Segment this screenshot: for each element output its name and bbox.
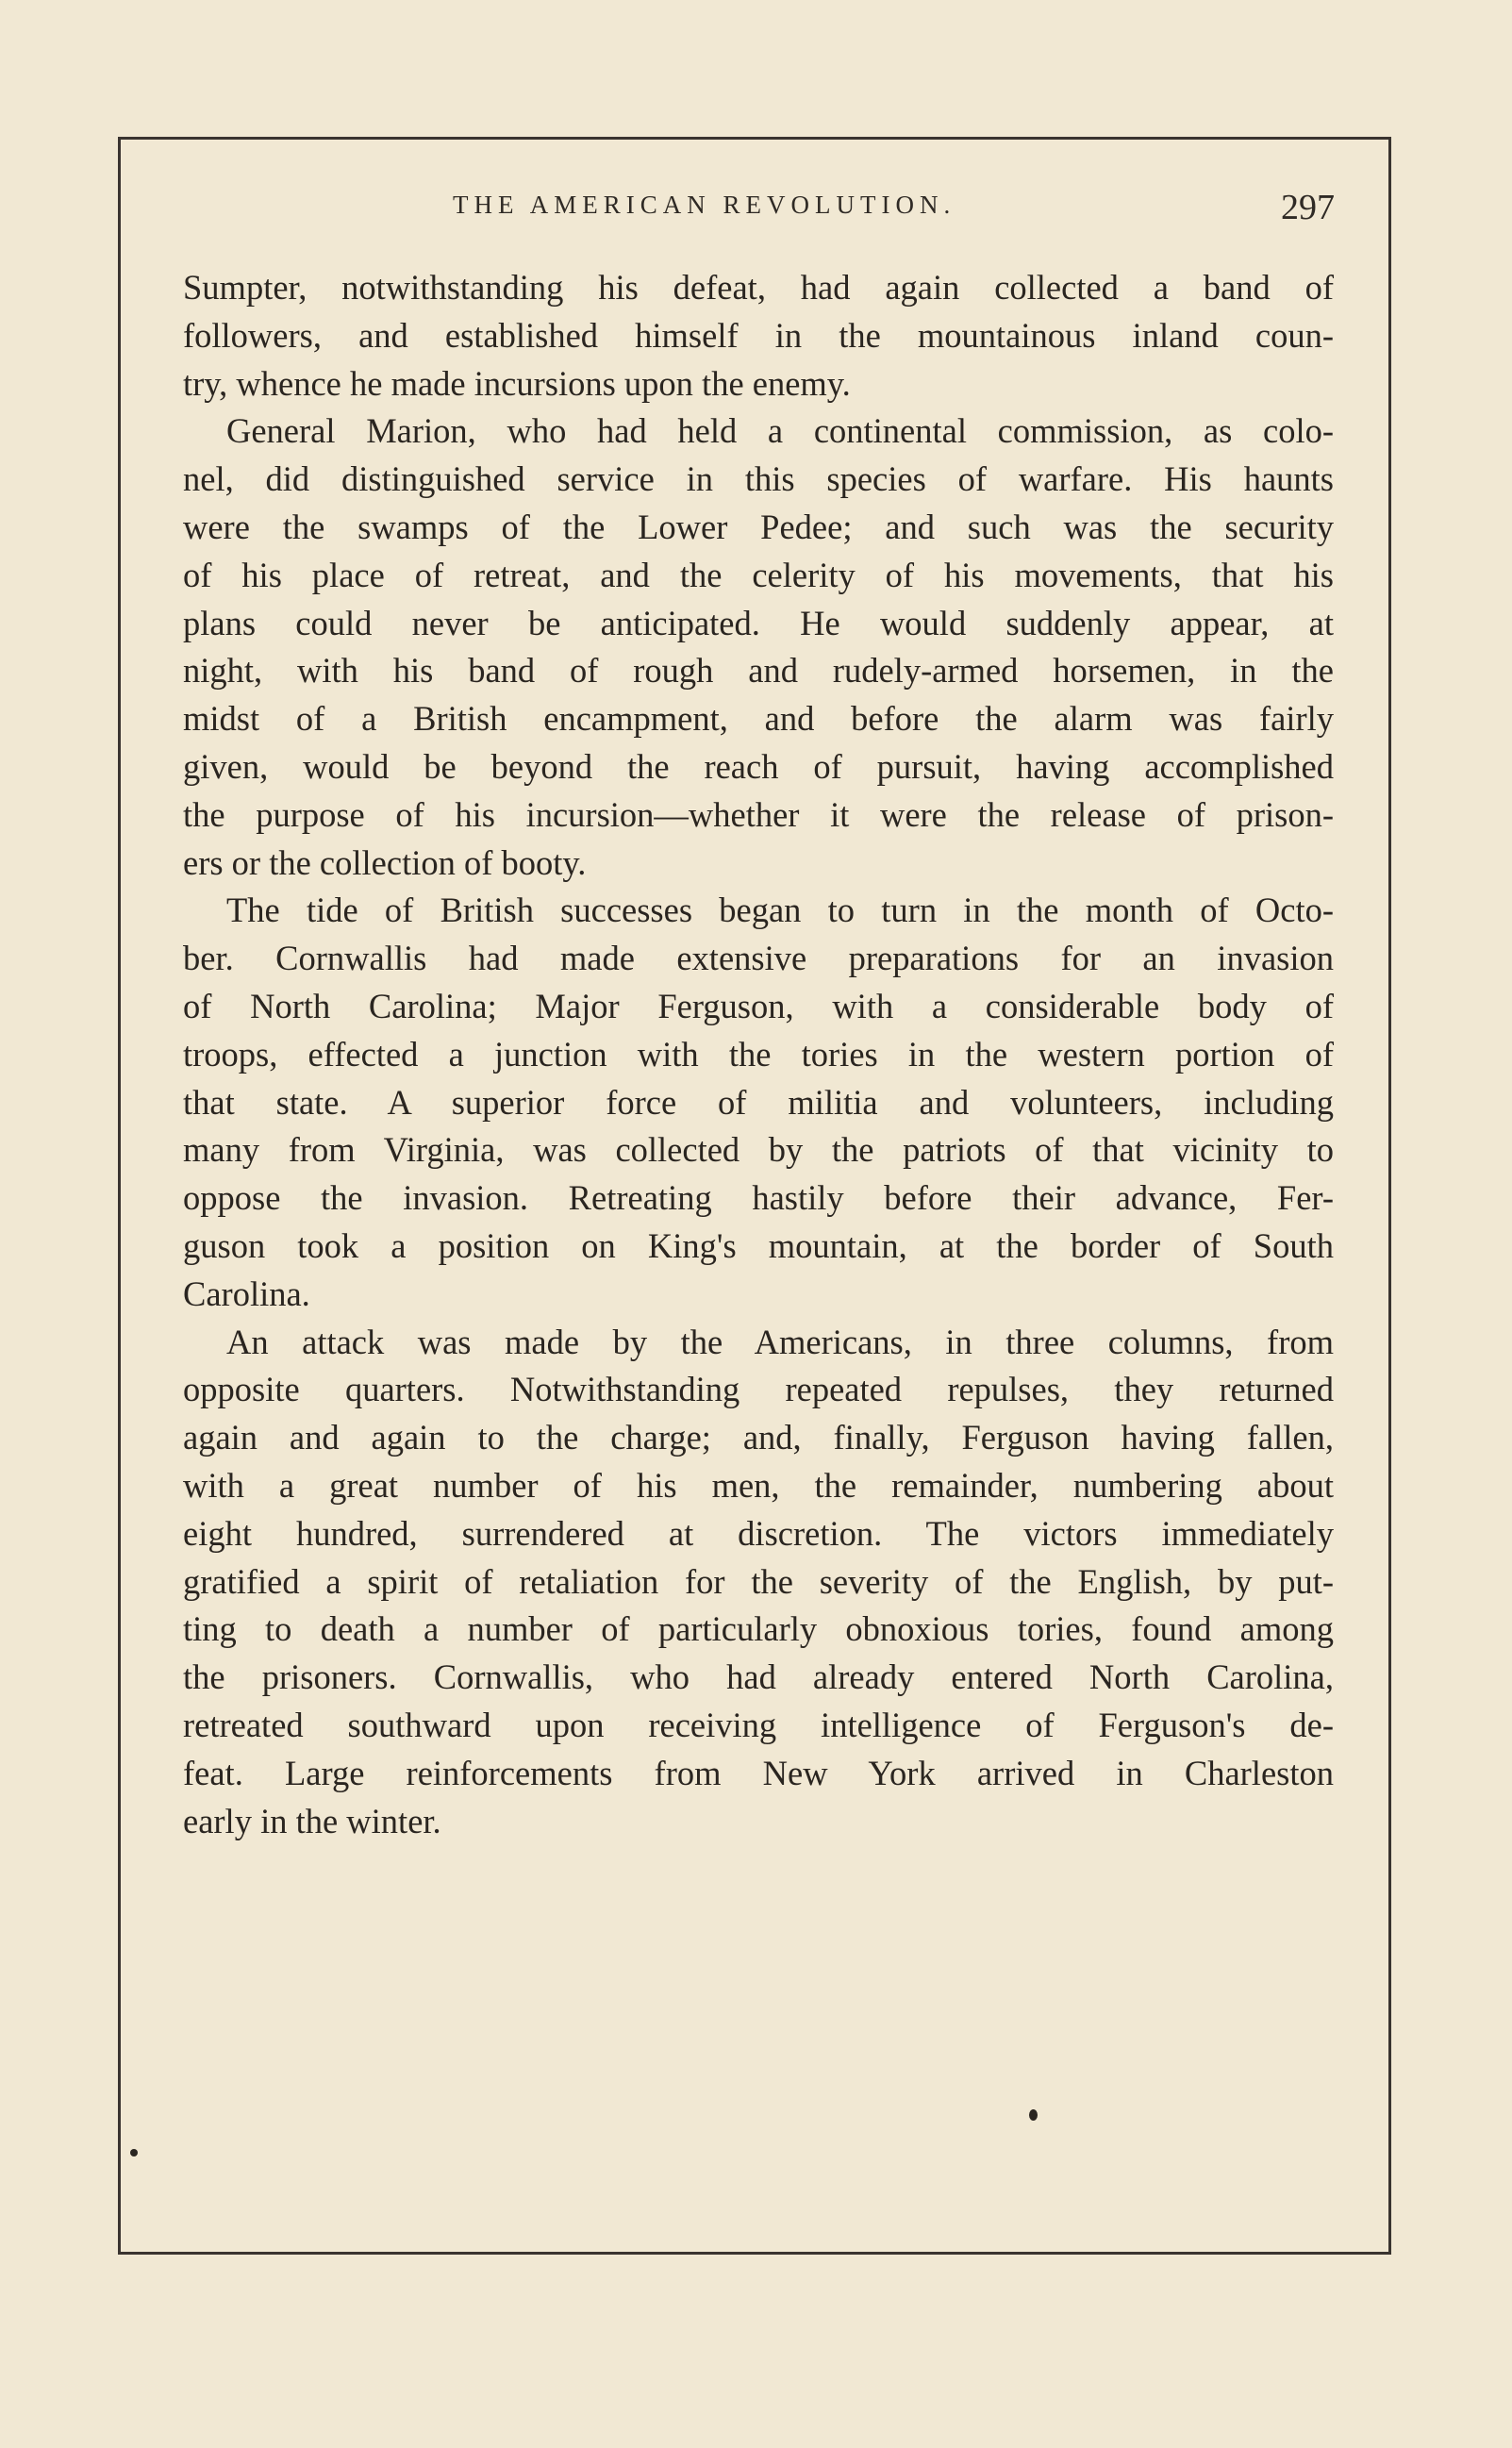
ink-speck [130, 2149, 138, 2157]
text-line: feat. Large reinforcements from New York arrived in Charleston [183, 1753, 1334, 1792]
text-line: early in the winter. [183, 1801, 441, 1840]
text-line: nel, did distinguished service in this species of warfare. His haunts [183, 459, 1334, 499]
text-line: again and again to the charge; and, finally, Ferguson having fallen, [183, 1418, 1334, 1457]
text-line: Sumpter, notwithstanding his defeat, had again collected a band of [183, 268, 1334, 307]
text-line: Carolina. [183, 1274, 310, 1313]
text-line: of North Carolina; Major Ferguson, with a considerable body of [183, 986, 1334, 1025]
page-number: 297 [1281, 188, 1335, 227]
text-line: the purpose of his incursion—whether it were the release of prison- [183, 794, 1334, 834]
text-line: try, whence he made incursions upon the enemy. [183, 363, 851, 403]
text-line: eight hundred, surrendered at discretion. The victors immediately [183, 1513, 1334, 1553]
body-text [183, 264, 1334, 1845]
text-line: the prisoners. Cornwallis, who had already entered North Carolina, [183, 1657, 1334, 1697]
ink-speck [1029, 2109, 1038, 2121]
text-line: ting to death a number of particularly obnoxious tories, found among [183, 1609, 1334, 1649]
paragraph-start-line: The tide of British successes began to turn in the month of Octo- [226, 891, 1334, 930]
text-line: night, with his band of rough and rudely-armed horsemen, in the [183, 651, 1334, 691]
text-line: that state. A superior force of militia and volunteers, including [183, 1082, 1334, 1122]
text-line: of his place of retreat, and the celerity of his movements, that his [183, 555, 1334, 594]
text-line: oppose the invasion. Retreating hastily before their advance, Fer- [183, 1178, 1334, 1218]
text-line: ers or the collection of booty. [183, 842, 587, 882]
text-line: gratified a spirit of retaliation for the severity of the English, by put- [183, 1561, 1334, 1601]
text-line: given, would be beyond the reach of pursuit, having accomplished [183, 746, 1334, 786]
text-line: many from Virginia, was collected by the patriots of that vicinity to [183, 1130, 1334, 1170]
text-line: with a great number of his men, the remainder, numbering about [183, 1465, 1334, 1505]
text-line: midst of a British encampment, and before the alarm was fairly [183, 699, 1334, 739]
running-title: THE AMERICAN REVOLUTION. [453, 191, 956, 219]
text-line: opposite quarters. Notwithstanding repeated repulses, they returned [183, 1370, 1334, 1409]
text-line: ber. Cornwallis had made extensive preparations for an invasion [183, 939, 1334, 978]
running-head [179, 187, 1335, 234]
paragraph-start-line: General Marion, who had held a continental commission, as colo- [226, 411, 1334, 451]
text-line: retreated southward upon receiving intelligence of Ferguson's de- [183, 1705, 1334, 1744]
text-line: plans could never be anticipated. He would suddenly appear, at [183, 603, 1334, 642]
paragraph-start-line: An attack was made by the Americans, in three columns, from [226, 1322, 1334, 1361]
text-line: troops, effected a junction with the tories in the western portion of [183, 1034, 1334, 1074]
text-line: guson took a position on King's mountain, at the border of South [183, 1225, 1334, 1265]
text-line: followers, and established himself in the mountainous inland coun- [183, 315, 1334, 355]
text-line: were the swamps of the Lower Pedee; and such was the security [183, 507, 1334, 546]
